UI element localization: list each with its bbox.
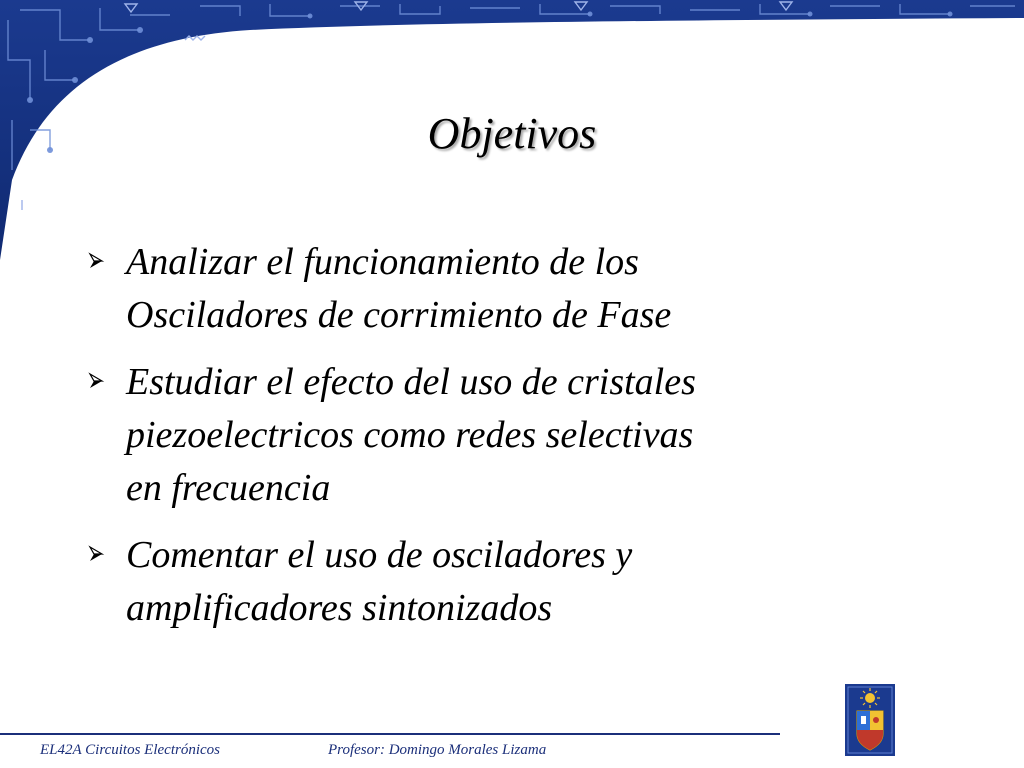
bullet-line: en frecuencia xyxy=(126,467,331,509)
bullet-line: amplificadores sintonizados xyxy=(126,587,553,629)
arrowhead-bullet-icon xyxy=(86,371,106,391)
list-item xyxy=(86,529,826,635)
arrowhead-bullet-icon xyxy=(86,251,106,271)
list-item xyxy=(86,236,826,342)
slide-title: Objetivos xyxy=(427,109,597,158)
bullet-line: piezoelectricos como redes selectivas xyxy=(126,414,694,456)
footer-course-name: EL42A Circuitos Electrónicos xyxy=(40,742,220,758)
bullet-line: Comentar el uso de osciladores y xyxy=(126,534,633,576)
bullet-line: Analizar el funcionamiento de los xyxy=(126,241,639,283)
university-crest-icon xyxy=(845,684,895,756)
footer-professor: Profesor: Domingo Morales Lizama xyxy=(328,742,547,758)
list-item xyxy=(86,356,826,515)
bullet-line: Osciladores de corrimiento de Fase xyxy=(126,294,672,336)
bullet-line: Estudiar el efecto del uso de cristales xyxy=(126,361,696,403)
arrowhead-bullet-icon xyxy=(86,544,106,564)
objectives-list xyxy=(86,236,826,649)
footer-divider xyxy=(0,733,780,735)
